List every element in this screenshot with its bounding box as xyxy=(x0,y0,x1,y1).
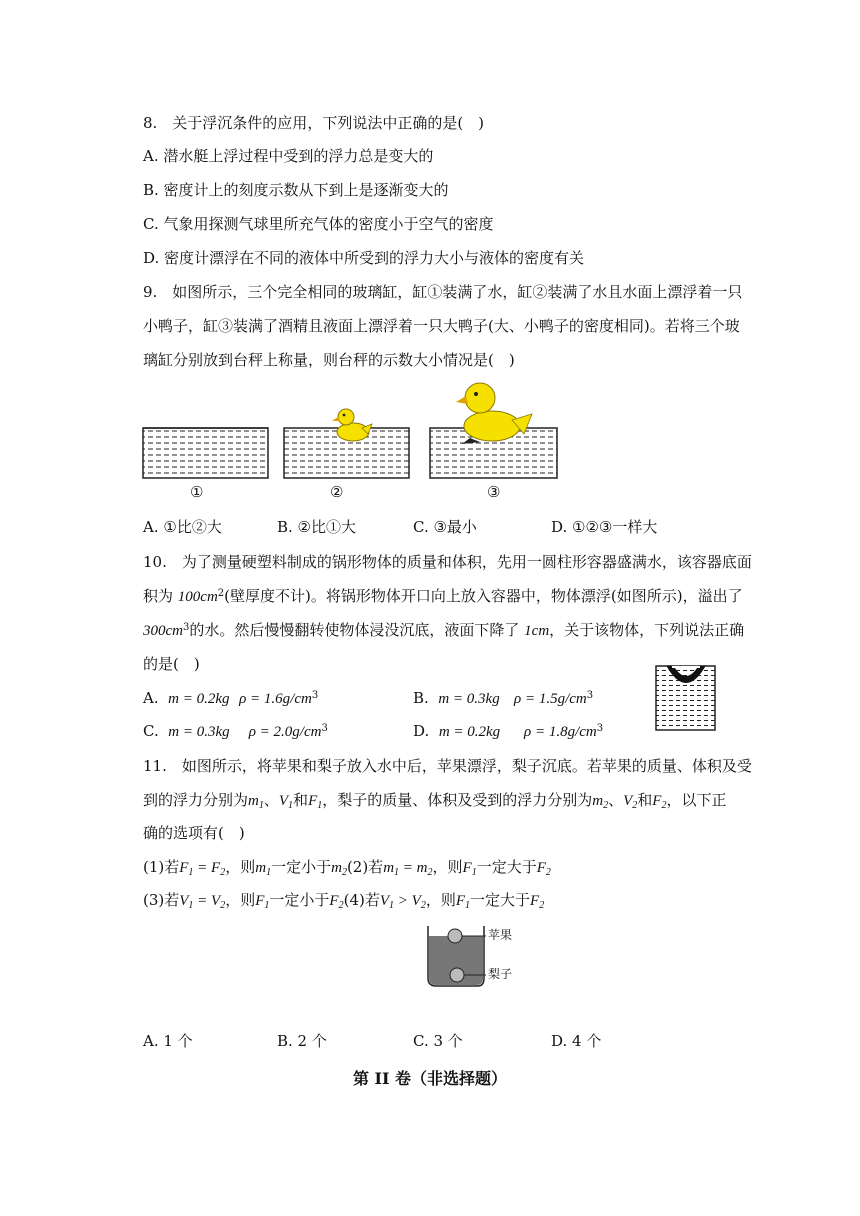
section-title: 第 II 卷（非选择题） xyxy=(352,1069,508,1088)
tank-1 xyxy=(143,428,268,478)
q11-stem-line2: 到的浮力分别为$m_1$、$V_1$和$F_1$，梨子的质量、体积及受到的浮力分别为$m_2$、$V_2$和$F_2$，以下正 xyxy=(143,791,727,811)
q10-container-figure xyxy=(655,663,717,731)
q10-stem-line1: 10. 为了测量硬塑料制成的锅形物体的质量和体积，先用一圆柱形容器盛满水，该容器底面 xyxy=(143,553,752,571)
pear-icon xyxy=(450,968,464,982)
apple-label: 苹果 xyxy=(488,928,513,942)
q8-option-b: B. 密度计上的刻度示数从下到上是逐渐变大的 xyxy=(143,181,449,199)
tank-2-label: ② xyxy=(330,483,344,501)
q11-stem-line3: 确的选项有( ) xyxy=(143,824,245,842)
q11-option-c: C. 3 个 xyxy=(413,1032,463,1050)
q11-option-d: D. 4 个 xyxy=(551,1032,602,1050)
q10-option-a: A. m = 0.2kg $\rho = 1.6g/cm^3$ xyxy=(143,689,319,707)
q9-stem-line2: 小鸭子，缸③装满了酒精且液面上漂浮着一只大鸭子(大、小鸭子的密度相同)。若将三个玻 xyxy=(143,317,740,335)
apple-icon xyxy=(448,929,462,943)
q8-option-a: A. 潜水艇上浮过程中受到的浮力总是变大的 xyxy=(143,147,434,165)
q11-option-b: B. 2 个 xyxy=(277,1032,327,1050)
tank-1-label: ① xyxy=(190,483,204,501)
q10-option-c: C. m = 0.3kg $\rho = 2.0g/cm^3$ xyxy=(143,722,328,740)
q9-option-a: A. ①比②大 xyxy=(143,518,222,536)
q10-stem-line3: $300cm^3$的水。然后慢慢翻转使物体浸没沉底，液面下降了 1cm，关于该物体，下列说法正确 xyxy=(143,621,745,639)
q11-option-a: A. 1 个 xyxy=(143,1032,193,1050)
q9-option-d: D. ①②③一样大 xyxy=(551,518,658,536)
q10-stem-line4: 的是( ) xyxy=(143,655,200,673)
q9-option-b: B. ②比①大 xyxy=(277,518,357,536)
pear-label: 梨子 xyxy=(488,967,513,981)
q8-option-d: D. 密度计漂浮在不同的液体中所受到的浮力大小与液体的密度有关 xyxy=(143,249,585,267)
q9-tanks-figure xyxy=(140,380,570,505)
tank-3-label: ③ xyxy=(487,483,501,501)
q11-statements-1-2: (1)若$F_1 = F_2$，则$m_1$一定小于$m_2(2)$若$m_1 = m_2$，则$F_1$一定大于$F_2$ xyxy=(143,858,551,878)
q9-stem-line3: 璃缸分别放到台秤上称量，则台秤的示数大小情况是( ) xyxy=(143,351,515,369)
q10-option-b: B. m = 0.3kg $\rho = 1.5g/cm^3$ xyxy=(413,689,594,707)
q11-beaker-figure xyxy=(426,924,486,990)
q11-statements-3-4: (3)若$V_1 = V_2$，则$F_1$一定小于$F_2(4)$若$V_1 > V_2$，则$F_1$一定大于$F_2$ xyxy=(143,891,545,911)
q11-stem-line1: 11. 如图所示，将苹果和梨子放入水中后，苹果漂浮，梨子沉底。若苹果的质量、体积及受 xyxy=(143,757,752,775)
q10-option-d: D. m = 0.2kg $\rho = 1.8g/cm^3$ xyxy=(413,722,604,740)
q9-option-c: C. ③最小 xyxy=(413,518,477,536)
q8-option-c: C. 气象用探测气球里所充气体的密度小于空气的密度 xyxy=(143,215,494,233)
q8-stem: 8. 关于浮沉条件的应用，下列说法中正确的是( ) xyxy=(143,114,485,132)
q9-stem-line1: 9. 如图所示，三个完全相同的玻璃缸，缸①装满了水，缸②装满了水且水面上漂浮着一只 xyxy=(143,283,743,301)
q10-stem-line2: 积为 $100cm^2$(壁厚度不计)。将锅形物体开口向上放入容器中，物体漂浮(如图所示)，溢出了 xyxy=(143,587,743,605)
